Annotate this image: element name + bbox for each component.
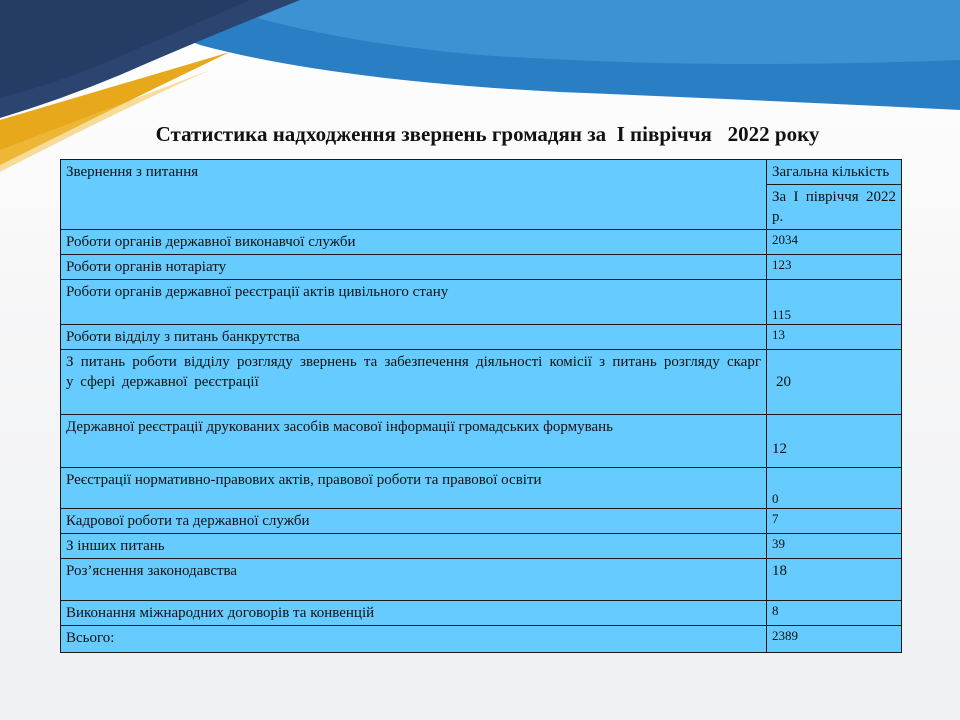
table-header-row xyxy=(61,160,902,185)
table-row xyxy=(61,280,902,325)
row-topic: З питань роботи відділу розгляду звернень та забезпечення діяльності комісії з питань розгляду скарг у сфері державної реєстрації xyxy=(61,350,767,415)
table-row xyxy=(61,468,902,509)
row-value: 18 xyxy=(767,559,902,601)
table-row xyxy=(61,230,902,255)
row-topic: Всього: xyxy=(61,626,767,653)
header-banner xyxy=(0,0,960,180)
row-topic: Кадрової роботи та державної служби xyxy=(61,509,767,534)
row-topic: Роботи органів нотаріату xyxy=(61,255,767,280)
table-total-row xyxy=(61,626,902,653)
table-row xyxy=(61,559,902,601)
statistics-table xyxy=(60,159,902,653)
row-topic: Роботи відділу з питань банкрутства xyxy=(61,325,767,350)
row-value: 8 xyxy=(767,601,902,626)
header-total-cell: Загальна кількість xyxy=(767,160,902,185)
row-topic: Роз’яснення законодавства xyxy=(61,559,767,601)
header-period-cell: За І півріччя 2022 р. xyxy=(767,185,902,230)
table-row xyxy=(61,415,902,468)
page-title: Статистика надходження звернень громадян за І півріччя 2022 року xyxy=(155,122,820,146)
row-topic: Реєстрації нормативно-правових актів, правової роботи та правової освіти xyxy=(61,468,767,509)
row-topic: З інших питань xyxy=(61,534,767,559)
row-value: 123 xyxy=(767,255,902,280)
row-value: 20 xyxy=(767,350,902,415)
row-topic: Державної реєстрації друкованих засобів масової інформації громадських формувань xyxy=(61,415,767,468)
table-row xyxy=(61,509,902,534)
row-topic: Роботи органів державної виконавчої служби xyxy=(61,230,767,255)
table-row xyxy=(61,325,902,350)
row-value: 2034 xyxy=(767,230,902,255)
row-topic: Виконання міжнародних договорів та конвенцій xyxy=(61,601,767,626)
table-row xyxy=(61,601,902,626)
row-value: 12 xyxy=(767,415,902,468)
row-value: 0 xyxy=(767,468,902,509)
row-value: 115 xyxy=(767,280,902,325)
row-value: 13 xyxy=(767,325,902,350)
row-value: 39 xyxy=(767,534,902,559)
row-topic: Роботи органів державної реєстрації актів цивільного стану xyxy=(61,280,767,325)
row-value: 2389 xyxy=(767,626,902,653)
table-row xyxy=(61,534,902,559)
header-topic-cell: Звернення з питання xyxy=(61,160,767,230)
table-row xyxy=(61,255,902,280)
table-row xyxy=(61,350,902,415)
row-value: 7 xyxy=(767,509,902,534)
